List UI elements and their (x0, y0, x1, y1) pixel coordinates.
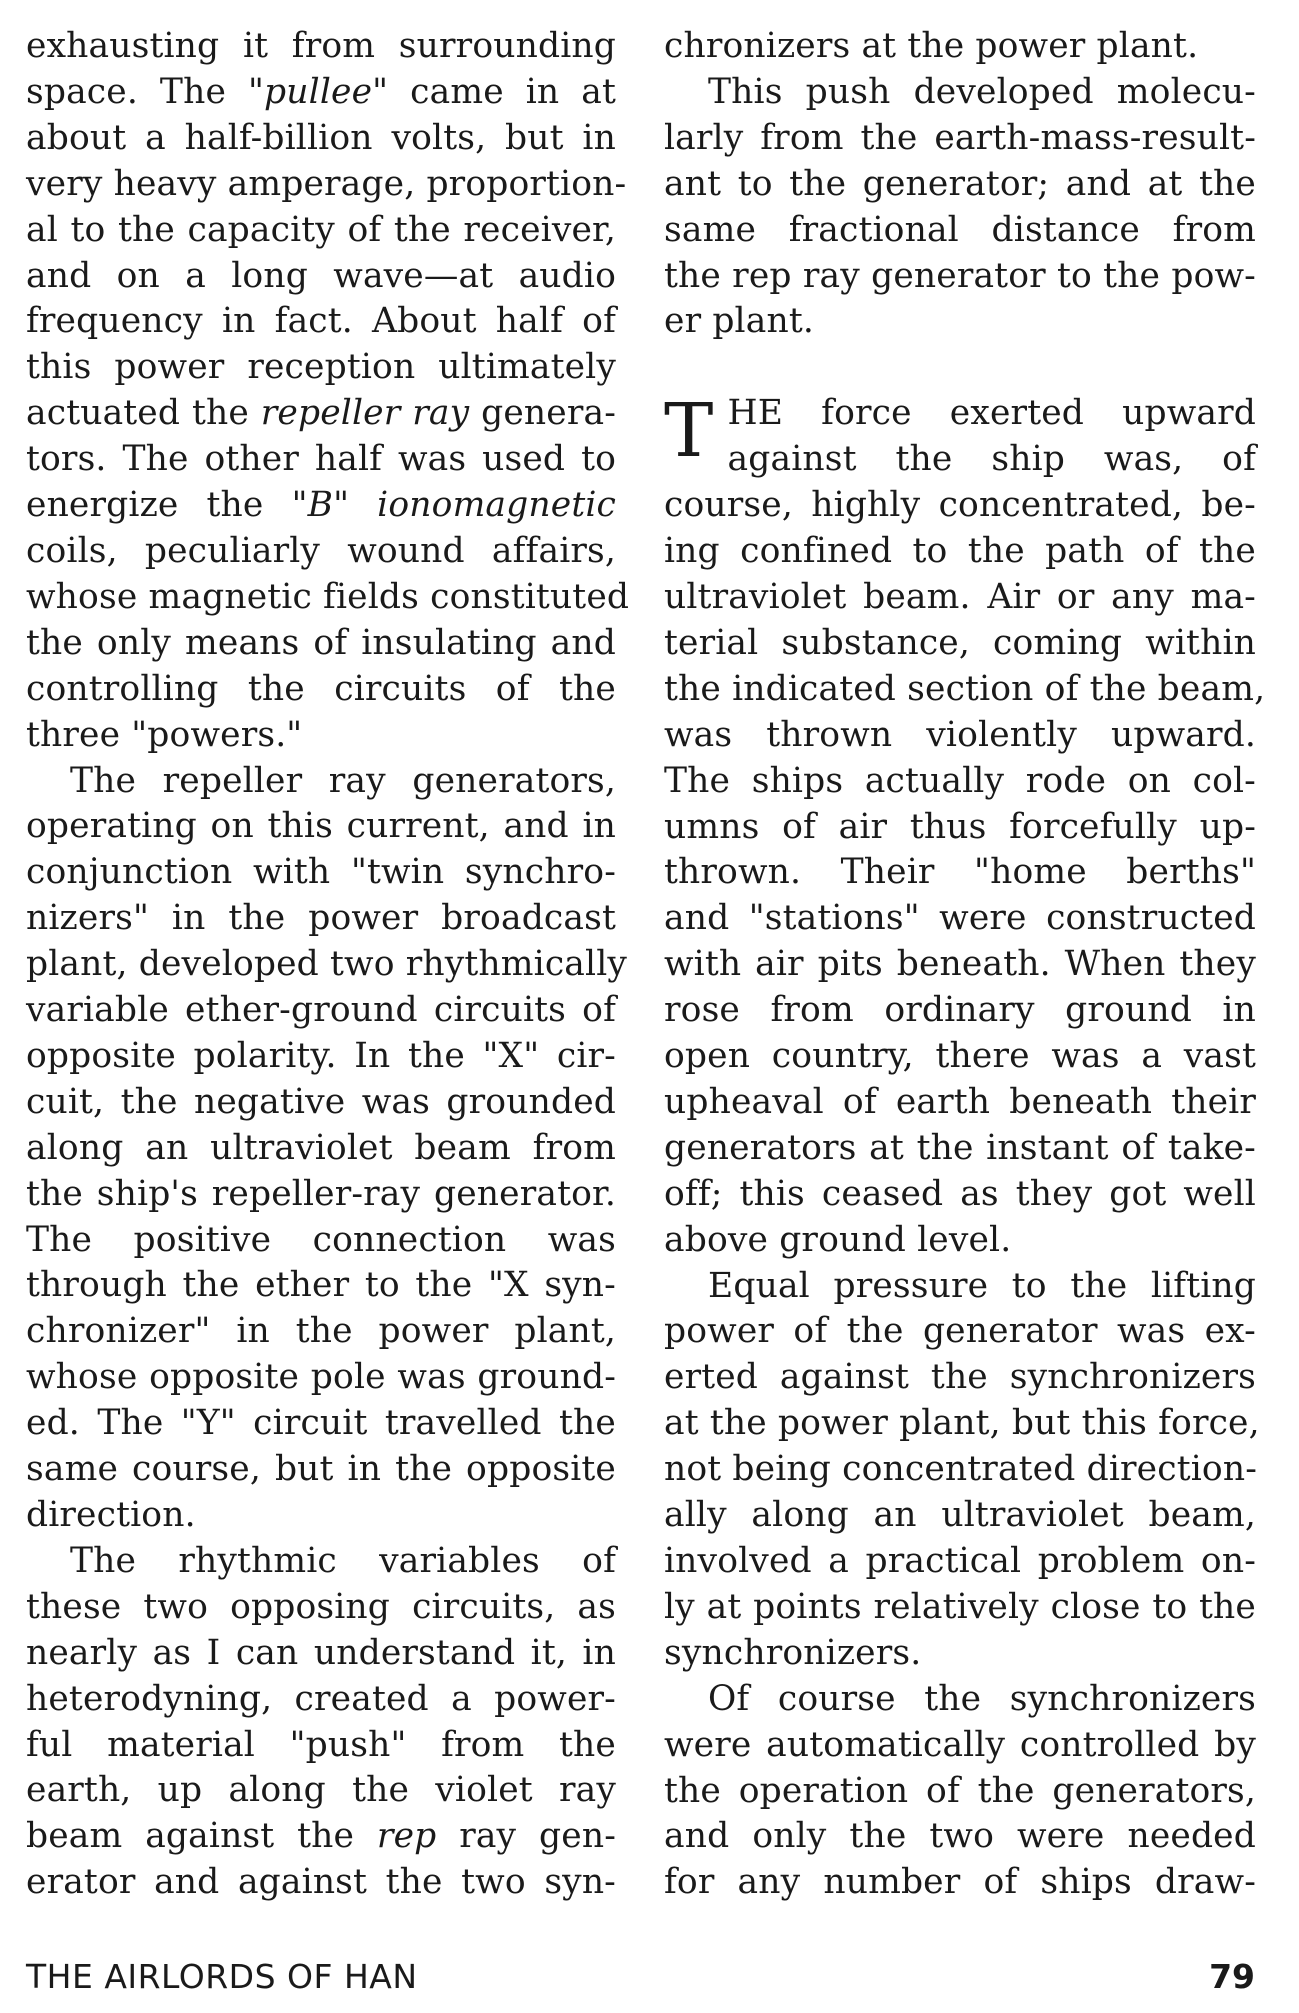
paragraph (26, 24, 630, 759)
text-line: off; this ceased as they got well (664, 1173, 1256, 1214)
text-line: very heavy amperage, proportion- (26, 163, 627, 204)
text-line: umns of air thus forcefully up- (664, 806, 1256, 847)
text-line: the only means of insulating and (26, 622, 616, 663)
text-line: direction. (26, 1495, 196, 1535)
paragraph (26, 759, 628, 1539)
text-line: This push developed molecu- (708, 71, 1256, 112)
text-line: cuit, the negative was grounded (26, 1081, 616, 1122)
text-line: conjunction with "twin synchro- (26, 852, 616, 893)
text-line: nearly as I can understand it, in (26, 1632, 616, 1673)
text-line: The positive connection was (26, 1219, 616, 1260)
text-line: terial substance, coming within (664, 622, 1256, 663)
text-line: the ship's repeller-ray generator. (26, 1173, 616, 1214)
text-line: The rhythmic variables of (70, 1540, 616, 1581)
paragraph (664, 1677, 1256, 1907)
paragraph (26, 1539, 616, 1906)
text-line: were automatically controlled by (664, 1724, 1256, 1765)
text-line: tors. The other half was used to (26, 439, 616, 480)
text-line: ed. The "Y" circuit travelled the (26, 1403, 616, 1444)
text-line: same course, but in the opposite (26, 1449, 616, 1490)
text-line: against the ship was, of (727, 439, 1256, 480)
text-line: heterodyning, created a power- (26, 1678, 616, 1719)
text-line: and "stations" were constructed (664, 898, 1256, 939)
text-line: the rep ray generator to the pow- (664, 255, 1256, 296)
text-line: rose from ordinary ground in (664, 990, 1256, 1031)
paragraph (664, 70, 1256, 345)
paragraph (664, 24, 1256, 70)
text-line: exhausting it from surrounding (26, 26, 616, 66)
text-line: plant, developed two rhythmically (26, 944, 628, 985)
text-line: chronizer" in the power plant, (26, 1311, 616, 1352)
text-line: three "powers." (26, 714, 303, 755)
text-line: these two opposing circuits, as (26, 1586, 616, 1627)
text-line: involved a practical problem on- (664, 1541, 1256, 1581)
text-line: earth, up along the violet ray (26, 1770, 616, 1811)
text-line: this power reception ultimately (26, 347, 616, 388)
text-line: for any number of ships draw- (664, 1862, 1256, 1903)
text-line: upheaval of earth beneath their (664, 1081, 1256, 1122)
text-line: erted against the synchronizers (664, 1357, 1256, 1398)
text-line: The repeller ray generators, (70, 760, 616, 801)
text-line: ally along an ultraviolet beam, (664, 1495, 1256, 1536)
right-column (664, 24, 1266, 1906)
text-line: operating on this current, and in (26, 806, 616, 847)
text-line: the indicated section of the beam, (664, 668, 1266, 709)
text-line: and only the two were needed (664, 1816, 1256, 1857)
text-line: ing confined to the path of the (664, 531, 1256, 572)
text-line: about a half-billion volts, but in (26, 117, 616, 158)
text-line: nizers" in the power broadcast (26, 898, 616, 939)
text-line: chronizers at the power plant. (664, 26, 1199, 66)
text-line: open country, there was a vast (664, 1036, 1256, 1077)
text-line: er plant. (664, 301, 814, 342)
left-column (26, 24, 630, 1906)
page-number: 79 (1209, 1957, 1255, 1996)
text-line: al to the capacity of the receiver, (26, 209, 616, 250)
text-line: energize the "B" ionomagnetic (26, 485, 616, 526)
text-line: along an ultraviolet beam from (26, 1127, 616, 1168)
text-line: with air pits beneath. When they (664, 944, 1256, 985)
text-line: Equal pressure to the lifting (708, 1265, 1256, 1306)
text-line: power of the generator was ex- (664, 1311, 1256, 1352)
text-line: coils, peculiarly wound affairs, (26, 530, 616, 571)
text-line: whose magnetic fields constituted (26, 576, 630, 617)
text-line: through the ether to the "X syn- (26, 1265, 616, 1306)
text-line: at the power plant, but this force, (664, 1403, 1260, 1444)
text-line: variable ether-ground circuits of (26, 990, 616, 1031)
text-line: beam against the rep ray gen- (26, 1816, 617, 1857)
text-line: ant to the generator; and at the (664, 163, 1256, 204)
section-break (664, 345, 1256, 391)
text-line: whose opposite pole was ground- (26, 1357, 616, 1398)
text-line: HE force exerted upward (727, 393, 1256, 434)
text-line: thrown. Their "home berths" (664, 852, 1256, 893)
text-line: ly at points relatively close to the (664, 1586, 1256, 1627)
running-footer-title: THE AIRLORDS OF HAN (26, 1957, 418, 1996)
paragraph (664, 1264, 1260, 1677)
text-line: The ships actually rode on col- (664, 760, 1256, 801)
text-line: Of course the synchronizers (708, 1678, 1256, 1719)
text-line: ultraviolet beam. Air or any ma- (664, 576, 1256, 617)
text-line: generators at the instant of take- (664, 1127, 1256, 1168)
text-line: same fractional distance from (664, 209, 1256, 250)
paragraph (664, 483, 1266, 1263)
text-line: the operation of the generators, (664, 1770, 1256, 1811)
text-line: actuated the repeller ray genera- (26, 393, 616, 434)
text-line: not being concentrated direction- (664, 1449, 1257, 1490)
text-line: space. The "pullee" came in at (26, 71, 616, 112)
text-line: course, highly concentrated, be- (664, 485, 1256, 526)
text-line: opposite polarity. In the "X" cir- (26, 1035, 616, 1076)
text-line: and on a long wave—at audio (26, 255, 616, 296)
text-line: erator and against the two syn- (26, 1862, 616, 1903)
drop-cap: T (664, 388, 714, 475)
text-line: was thrown violently upward. (664, 714, 1256, 755)
text-line: above ground level. (664, 1219, 1012, 1260)
text-line: frequency in fact. About half of (26, 301, 616, 342)
text-line: synchronizers. (664, 1632, 922, 1673)
paragraph (664, 388, 1256, 483)
text-line: controlling the circuits of the (26, 668, 616, 709)
text-line: larly from the earth-mass-result- (664, 117, 1256, 158)
text-line: ful material "push" from the (26, 1724, 616, 1765)
